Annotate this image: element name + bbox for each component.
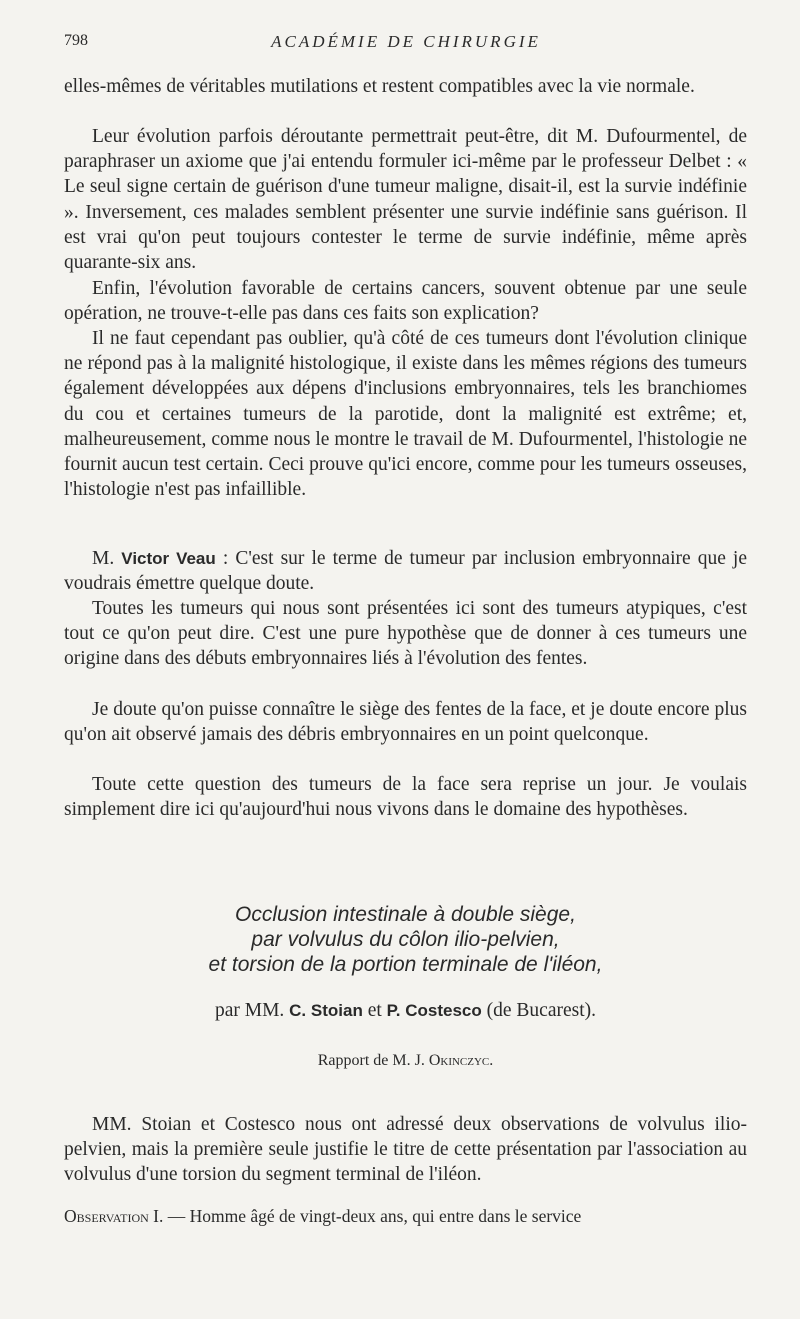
- paragraph-article-intro: MM. Stoian et Costesco nous ont adressé deux observations de volvulus ilio-pelvien, mais la première seule justifie le titre de cette présentation par l'association au volvulus d'une torsion du segment terminal de l'iléon.: [64, 1114, 747, 1186]
- observation-heading: [64, 1206, 747, 1227]
- paragraph-atypical-tumors: Toutes les tumeurs qui nous sont présentées ici sont des tumeurs atypiques, c'est tout ce qu'on peut dire. C'est une pure hypothèse que de donner à ces tumeurs une origine dans des débuts embryonnaires liés à l'évolution des fentes.: [64, 598, 747, 670]
- report-prefix: Rapport de M. J.: [317, 1052, 425, 1069]
- page-number: 798: [64, 32, 88, 49]
- author-stoian: C. Stoian: [289, 1001, 363, 1020]
- running-title: ACADÉMIE DE CHIRURGIE: [271, 32, 541, 51]
- speaker-prefix: M.: [92, 548, 115, 569]
- speaker-name: Victor Veau: [121, 549, 216, 568]
- report-author: Okinczyc.: [428, 1052, 494, 1069]
- author-costesco: P. Costesco: [386, 1001, 482, 1020]
- report-byline: [64, 1052, 747, 1070]
- article-title: [64, 902, 747, 977]
- page-header: [64, 32, 748, 56]
- paragraph-hypotheses: Toute cette question des tumeurs de la face sera reprise un jour. Je voulais simplement dire ici qu'aujourd'hui nous vivons dans le domaine des hypothèses.: [64, 774, 747, 821]
- paragraph-cancers: Enfin, l'évolution favorable de certains cancers, souvent obtenue par une seule opération, ne trouve-t-elle pas dans ces faits son explication?: [64, 278, 747, 325]
- paragraph-continuation: elles-mêmes de véritables mutilations et restent compatibles avec la vie normale.: [64, 76, 695, 97]
- observation-label: Observation I.: [64, 1206, 164, 1226]
- authors-and: et: [367, 1000, 382, 1021]
- article-title-line-3: et torsion de la portion terminale de l'iléon,: [208, 953, 603, 976]
- authors-prefix: par MM.: [214, 1000, 285, 1021]
- article-authors: [64, 1000, 747, 1022]
- article-title-line-2: par volvulus du côlon ilio-pelvien,: [251, 928, 560, 951]
- paragraph-dufourmentel: Leur évolution parfois déroutante permettrait peut-être, dit M. Dufourmentel, de paraphraser un axiome que j'ai entendu formuler ici-même par le professeur Delbet : « Le seul signe certain de guérison d'une tumeur maligne, disait-il, est la survie indéfinie ». Inversement, ces malades semblent présenter une survie indéfinie sans guérison. Il est vrai qu'on peut toujours contester le terme de survie indéfinie, même après quarante-six ans.: [64, 126, 747, 274]
- paragraph-histology: Il ne faut cependant pas oublier, qu'à côté de ces tumeurs dont l'évolution clinique ne répond pas à la malignité histologique, il existe dans les mêmes régions des tumeurs également développées aux dépens d'inclusions embryonnaires, tels les branchiomes du cou et certaines tumeurs de la parotide, dont la malignité est extrême; et, malheureusement, comme nous le montre le travail de M. Dufourmentel, l'histologie ne fournit aucun test certain. Ceci prouve qu'ici encore, comme pour les tumeurs osseuses, l'histologie n'est pas infaillible.: [64, 328, 747, 501]
- observation-text: — Homme âgé de vingt-deux ans, qui entre dans le service: [163, 1206, 582, 1226]
- article-title-line-1: Occlusion intestinale à double siège,: [235, 903, 576, 926]
- paragraph-veau: [64, 546, 747, 596]
- paragraph-doubt: Je doute qu'on puisse connaître le siège des fentes de la face, et je doute encore plus qu'on ait observé jamais des débris embryonnaires en un point quelconque.: [64, 699, 747, 746]
- authors-affiliation: (de Bucarest).: [486, 1000, 597, 1021]
- speaker-text: : C'est sur le terme de tumeur par inclusion embryonnaire que je voudrais émettre quelque doute.: [64, 548, 748, 595]
